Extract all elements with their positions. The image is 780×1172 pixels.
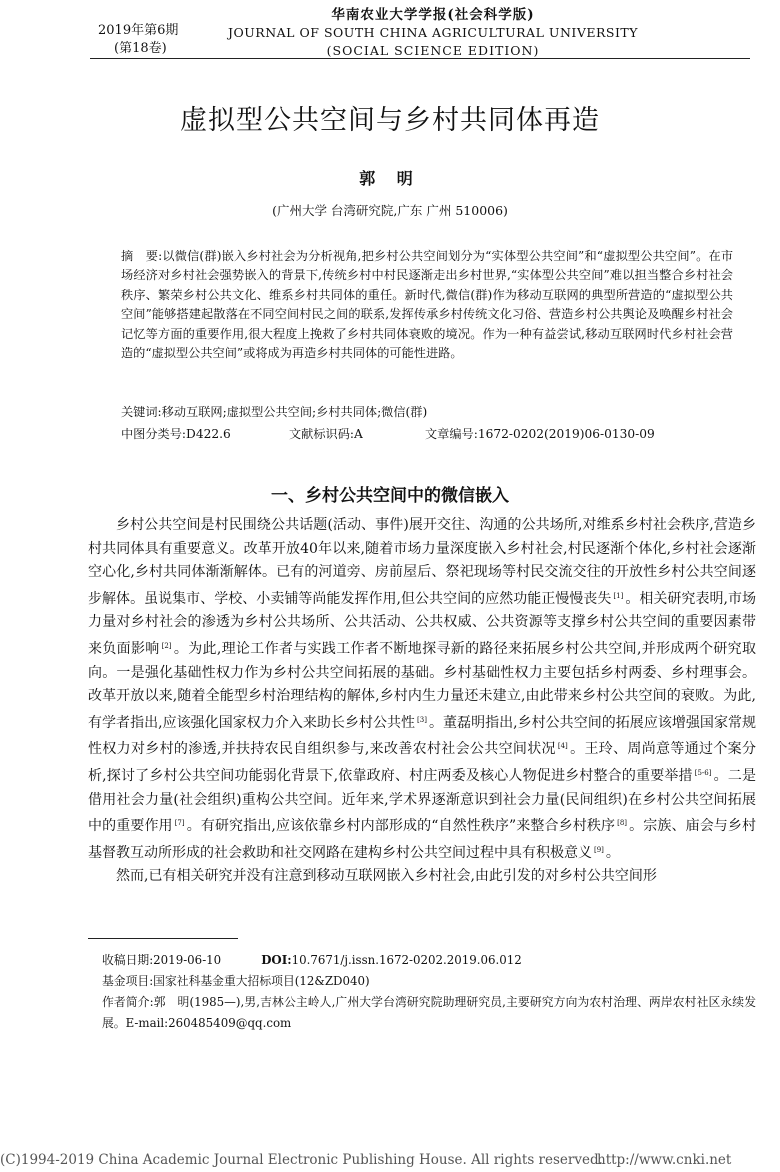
copyright-text: (C)1994-2019 China Academic Journal Electronic Publishing House. All rights reserved. [0, 1152, 603, 1168]
journal-header [228, 6, 638, 60]
journal-edition-en: (SOCIAL SCIENCE EDITION) [326, 43, 540, 58]
year-issue: 2019年第6期 [98, 23, 179, 38]
fund-project: 基金项目:国家社科基金重大招标项目(12&ZD040) [102, 974, 370, 988]
author-bio: 作者简介:郭 明(1985—),男,吉林公主岭人,广州大学台湾研究院助理研究员,主要研究方向为农村治理、两岸农村社区永续发展。E-mail:260485409@qq.com [102, 995, 757, 1030]
citation: [2] [161, 641, 172, 650]
section-heading: 一、乡村公共空间中的微信嵌入 [271, 486, 509, 506]
abstract-text: 以微信(群)嵌入乡村社会为分析视角,把乡村公共空间划分为“实体型公共空间”和“虚拟型公共空间”。在市场经济对乡村社会强势嵌入的背景下,传统乡村中村民逐渐走出乡村世界,“实体型公共空间”难以担当整合乡村社会秩序、繁荣乡村公共文化、维系乡村共同体的重任。新时代,微信(群)作为移动互联网的典型所营造的“虚拟型公共空间”能够搭建起散落在不同空间村民之间的联系,发挥传承乡村传统文化习俗、营造乡村公共舆论及唤醒乡村社会记忆等方面的重要作用,很大程度上挽救了乡村共同体衰败的境况。作为一种有益尝试,移动互联网时代乡村社会营造的“虚拟型公共空间”或将成为再造乡村共同体的可能性进路。 [121, 249, 734, 361]
citation: [8] [617, 819, 628, 828]
received-date: 收稿日期:2019-06-10 DOI:10.7671/j.issn.1672-0202.2019.06.012 [102, 953, 522, 967]
header-divider [90, 58, 750, 59]
keywords [121, 403, 733, 420]
footnotes [88, 950, 756, 1034]
article-title: 虚拟型公共空间与乡村共同体再造 [180, 105, 600, 136]
citation: [4] [557, 742, 568, 751]
cnki-link[interactable]: http://www.cnki.net [597, 1152, 732, 1168]
abstract [121, 247, 733, 363]
paragraph: 乡村公共空间是村民围绕公共话题(活动、事件)展开交往、沟通的公共场所,对维系乡村社会秩序,营造乡村共同体具有重要意义。改革开放40年以来,随着市场力量深度嵌入乡村社会,村民逐渐个体化,乡村社会逐渐空心化,乡村共同体渐渐解体。已有的河道旁、房前屋后、祭祀现场等村民交流交往的开放性乡村公共空间逐步解体。虽说集市、学校、小卖铺等尚能发挥作用,但公共空间的应然功能正慢慢丧失 [1] 。相关研究表明,市场力量对乡村社会的渗透为乡村公共场所、公共活动、公共权威、公共资源等支撑乡村公共空间的重要因素带来负面影响 [2] 。为此,理论工作者与实践工作者不断地探寻新的路径来拓展乡村公共空间,并形成两个研究取向。一是强化基础性权力作为乡村公共空间拓展的基础。乡村基础性权力主要包括乡村两委、乡村理事会。改革开放以来,随着全能型乡村治理结构的解体,乡村内生力量还未建立,由此带来乡村公共空间的衰败。为此,有学者指出,应该强化国家权力介入来助长乡村公共性 [3] 。董磊明指出,乡村公共空间的拓展应该增强国家常规性权力对乡村的渗透,并扶持农民自组织参与,来改善农村社会公共空间状况 [4] 。王玲、周尚意等通过个案分析,探讨了乡村公共空间功能弱化背景下,依靠政府、村庄两委及核心人物促进乡村整合的重要举措 [5-6] 。二是借用社会力量(社会组织)重构公共空间。近年来,学术界逐渐意识到社会力量(民间组织)在乡村公共空间拓展中的重要作用 [7] 。有研究指出,应该依靠乡村内部形成的“自然性秩序”来整合乡村秩序 [8] 。宗族、庙会与乡村基督教互动所形成的社会救助和社交网路在建构乡村公共空间过程中具有积极意义 [9] 。 [88, 517, 757, 861]
document-code: 文献标识码:A [289, 427, 363, 441]
keywords-text: 移动互联网;虚拟型公共空间;乡村共同体;微信(群) [161, 405, 428, 419]
citation: [5-6] [694, 768, 712, 777]
abstract-label: 摘 要: [121, 249, 163, 263]
citation: [7] [174, 819, 185, 828]
volume: (第18卷) [114, 41, 167, 56]
citation: [1] [613, 591, 624, 600]
footnote-divider [88, 938, 238, 939]
journal-title-en: JOURNAL OF SOUTH CHINA AGRICULTURAL UNIVERSITY [228, 25, 638, 40]
issue-info [98, 22, 178, 58]
journal-title-cn: 华南农业大学学报(社会科学版) [331, 7, 535, 23]
clc-number: 中图分类号:D422.6 [121, 427, 231, 441]
article-number: 文章编号:1672-0202(2019)06-0130-09 [425, 427, 655, 441]
paragraph: 然而,已有相关研究并没有注意到移动互联网嵌入乡村社会,由此引发的对乡村公共空间形 [116, 868, 657, 885]
citation: [9] [594, 845, 604, 854]
keywords-label: 关键词: [121, 405, 162, 419]
author-name: 郭 明 [359, 169, 421, 188]
citation: [3] [417, 715, 427, 724]
author-affiliation: (广州大学 台湾研究院,广东 广州 510006) [272, 203, 508, 218]
body-text [88, 514, 756, 889]
